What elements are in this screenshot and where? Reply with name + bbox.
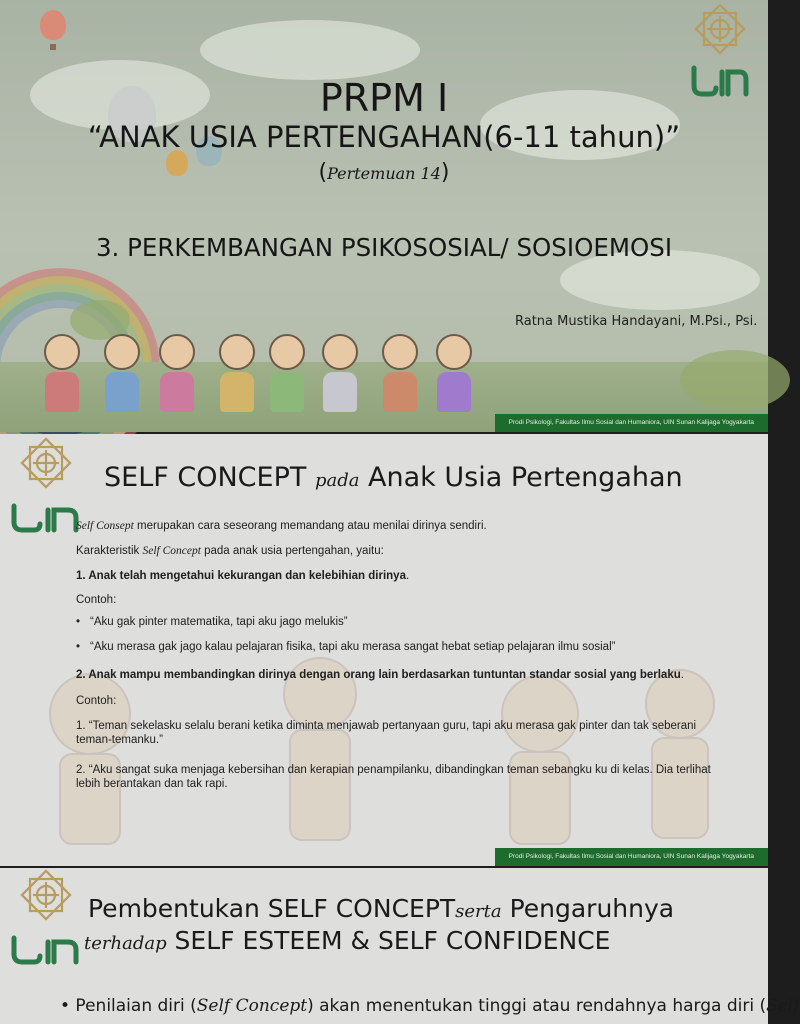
point-one bbox=[76, 569, 736, 583]
point-two bbox=[76, 668, 736, 682]
uin-logo-icon bbox=[10, 442, 82, 534]
heading-italic: terhadap bbox=[84, 933, 167, 954]
author-name: Ratna Mustika Handayani, M.Psi., Psi. bbox=[515, 314, 758, 329]
bullet-dot: • bbox=[60, 996, 71, 1016]
point-end: . bbox=[405, 570, 410, 582]
kid-illustration bbox=[265, 334, 309, 412]
session-text: Pertemuan 14 bbox=[327, 164, 441, 183]
paragraph-text: merupakan cara seseorang memandang atau menilai dirinya sendiri. bbox=[133, 520, 487, 532]
example-two: 2. “Aku sangat suka menjaga kebersihan dan kerapian penampilanku, dibandingkan teman sebangku ku di kelas. Dia terlihat lebih berantakan dan tak rapi. bbox=[76, 764, 711, 790]
kid-illustration bbox=[100, 334, 144, 412]
point-bold: 1. Anak telah mengetahui kekurangan dan kelebihian dirinya bbox=[76, 570, 406, 582]
italic-term: Self Concept bbox=[142, 545, 201, 557]
list-item bbox=[76, 641, 615, 653]
slide-title bbox=[0, 0, 768, 432]
slide-self-concept bbox=[0, 434, 768, 866]
kid-illustration bbox=[378, 334, 422, 412]
slide-self-concept-formation bbox=[0, 868, 800, 1024]
list-item-text: Penilaian diri ( bbox=[70, 996, 197, 1016]
topic-heading: 3. PERKEMBANGAN PSIKOSOSIAL/ SOSIOEMOSI bbox=[95, 233, 673, 262]
list-item-text: “Aku merasa gak jago kalau pelajaran fisika, tapi aku merasa sangat hebat setiap pelajaran ilmu sosial” bbox=[90, 641, 616, 653]
kids-illustration-icon bbox=[20, 654, 740, 858]
list-item-text: ) akan menentukan tinggi atau rendahnya harga diri ( bbox=[307, 996, 767, 1016]
kid-illustration bbox=[40, 334, 84, 412]
slide-subtitle: “ANAK USIA PERTENGAHAN(6-11 tahun)” bbox=[87, 120, 681, 154]
footer-bar: Prodi Psikologi, Fakultas Ilmu Sosial dan Humaniora, UIN Sunan Kalijaga Yogyakarta bbox=[495, 414, 768, 432]
cloud-decoration bbox=[200, 20, 420, 80]
bullet-dot: • bbox=[76, 641, 81, 653]
paragraph-text: Karakteristik bbox=[76, 545, 143, 557]
heading-part: Pembentukan SELF CONCEPT bbox=[88, 894, 456, 923]
example-label: Contoh: bbox=[76, 695, 117, 707]
heading-part: SELF ESTEEM & SELF CONFIDENCE bbox=[166, 926, 611, 955]
paragraph-definition bbox=[76, 519, 736, 533]
balloon-basket bbox=[50, 44, 56, 50]
kid-illustration bbox=[215, 334, 259, 412]
slide-heading bbox=[88, 894, 674, 923]
italic-term: Self Concept bbox=[196, 996, 308, 1016]
example-label: Contoh: bbox=[76, 594, 117, 606]
slide-title-text: PRPM I bbox=[319, 76, 449, 120]
balloon-icon bbox=[40, 10, 66, 40]
paren-close: ) bbox=[440, 160, 450, 185]
point-bold: 2. Anak mampu membandingkan dirinya dengan orang lain berdasarkan tuntuntan standar sosial yang berlaku bbox=[76, 669, 681, 681]
heading-italic: serta bbox=[455, 901, 502, 922]
paragraph-text: pada anak usia pertengahan, yaitu: bbox=[200, 545, 384, 557]
footer-bar: Prodi Psikologi, Fakultas Ilmu Sosial dan Humaniora, UIN Sunan Kalijaga Yogyakarta bbox=[495, 848, 768, 866]
list-item bbox=[76, 616, 348, 628]
uin-logo-icon bbox=[10, 874, 82, 966]
bullet-dot: • bbox=[76, 616, 81, 628]
kid-illustration bbox=[155, 334, 199, 412]
heading-italic: pada bbox=[314, 470, 360, 491]
italic-term: Self bbox=[766, 996, 800, 1016]
list-item-text: “Aku gak pinter matematika, tapi aku jago melukis” bbox=[90, 616, 348, 628]
heading-part: SELF CONCEPT bbox=[104, 462, 315, 493]
session-label bbox=[0, 160, 768, 185]
slide-heading-line2 bbox=[84, 926, 610, 955]
example-one: 1. “Teman sekelasku selalu berani ketika diminta menjawab pertanyaan guru, tapi aku merasa gak pinter dan tak seberani teman-temanku.” bbox=[76, 720, 697, 746]
kid-illustration bbox=[432, 334, 476, 412]
slide-heading bbox=[104, 462, 683, 493]
bush-decoration bbox=[680, 350, 790, 410]
paren-open: ( bbox=[318, 160, 328, 185]
heading-part: Pengaruhnya bbox=[501, 894, 675, 923]
paragraph-characteristics bbox=[76, 544, 736, 558]
heading-part: Anak Usia Pertengahan bbox=[359, 462, 683, 493]
point-end: . bbox=[680, 669, 684, 681]
kid-illustration bbox=[318, 334, 362, 412]
italic-term: Self Consept bbox=[76, 520, 134, 532]
list-item bbox=[60, 996, 800, 1016]
